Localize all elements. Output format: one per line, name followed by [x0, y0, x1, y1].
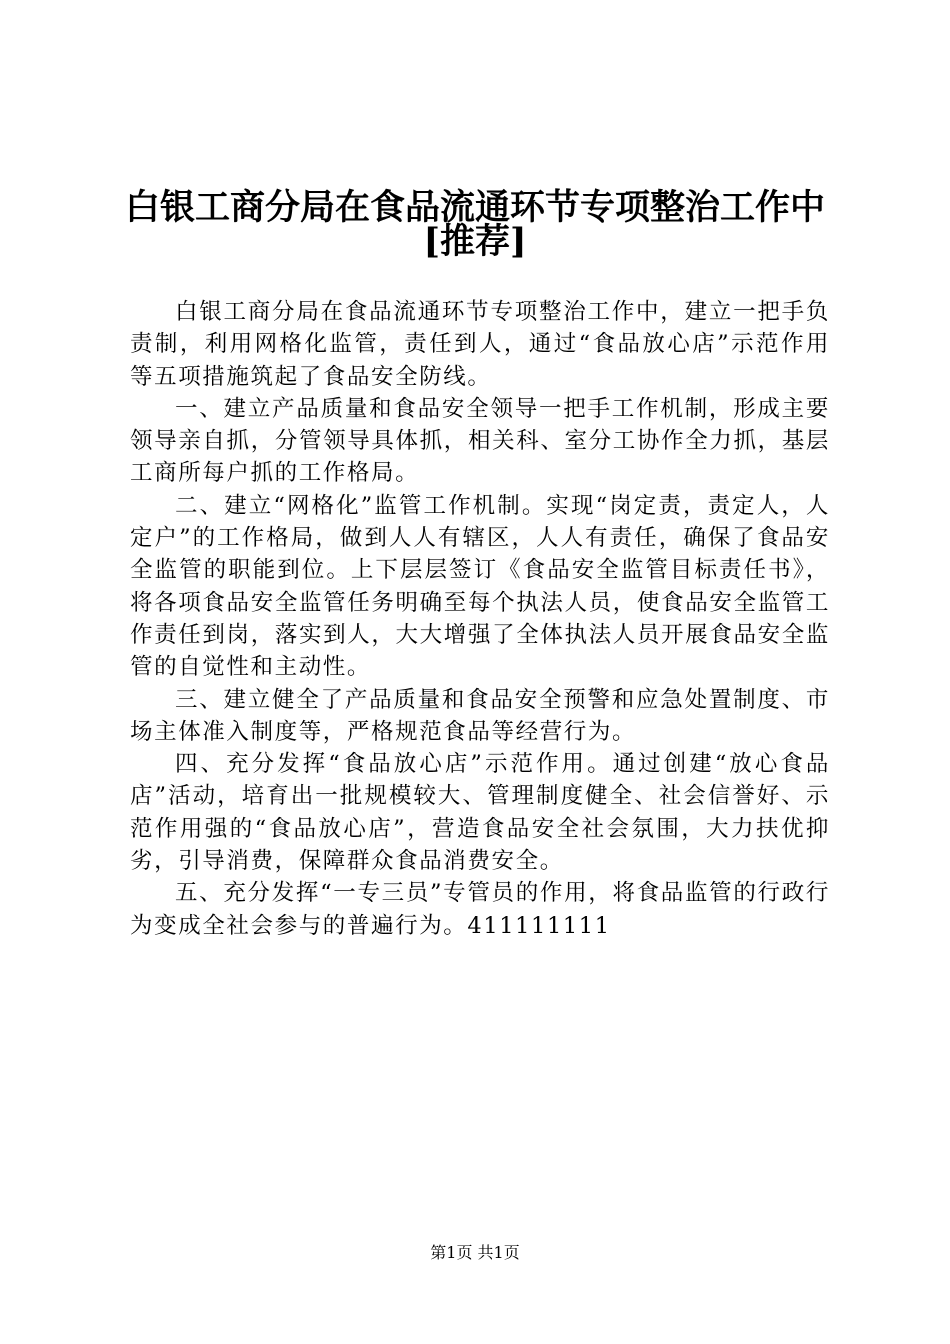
document-body	[130, 296, 830, 942]
paragraph-4: 四、充分发挥“食品放心店”示范作用。通过创建“放心食品店”活动，培育出一批规模较大、管理制度健全、社会信誉好、示范作用强的“食品放心店”，营造食品安全社会氛围，大力扶优抑劣，引导消费，保障群众食品消费安全。	[130, 751, 830, 875]
paragraph-2: 二、建立“网格化”监管工作机制。实现“岗定责，责定人，人定户”的工作格局，做到人人有辖区，人人有责任，确保了食品安全监管的职能到位。上下层层签订《食品安全监管目标责任书》，将各项食品安全监管任务明确至每个执法人员，使食品安全监管工作责任到岗，落实到人，大大增强了全体执法人员开展食品安全监管的自觉性和主动性。	[130, 492, 830, 681]
page-footer: 第1页 共1页	[430, 1243, 520, 1262]
paragraph-3: 三、建立健全了产品质量和食品安全预警和应急处置制度、市场主体准入制度等，严格规范食品等经营行为。	[130, 686, 830, 745]
paragraph-intro: 白银工商分局在食品流通环节专项整治工作中，建立一把手负责制，利用网格化监管，责任到人，通过“食品放心店”示范作用等五项措施筑起了食品安全防线。	[130, 299, 830, 390]
paragraph-5: 五、充分发挥“一专三员”专管员的作用，将食品监管的行政行为变成全社会参与的普遍行为。411111111	[130, 880, 830, 939]
paragraph-1: 一、建立产品质量和食品安全领导一把手工作机制，形成主要领导亲自抓，分管领导具体抓，相关科、室分工协作全力抓，基层工商所每户抓的工作格局。	[130, 395, 830, 487]
document-title-tag: [推荐]	[423, 221, 527, 262]
document-title: 白银工商分局在食品流通环节专项整治工作中	[124, 187, 825, 228]
